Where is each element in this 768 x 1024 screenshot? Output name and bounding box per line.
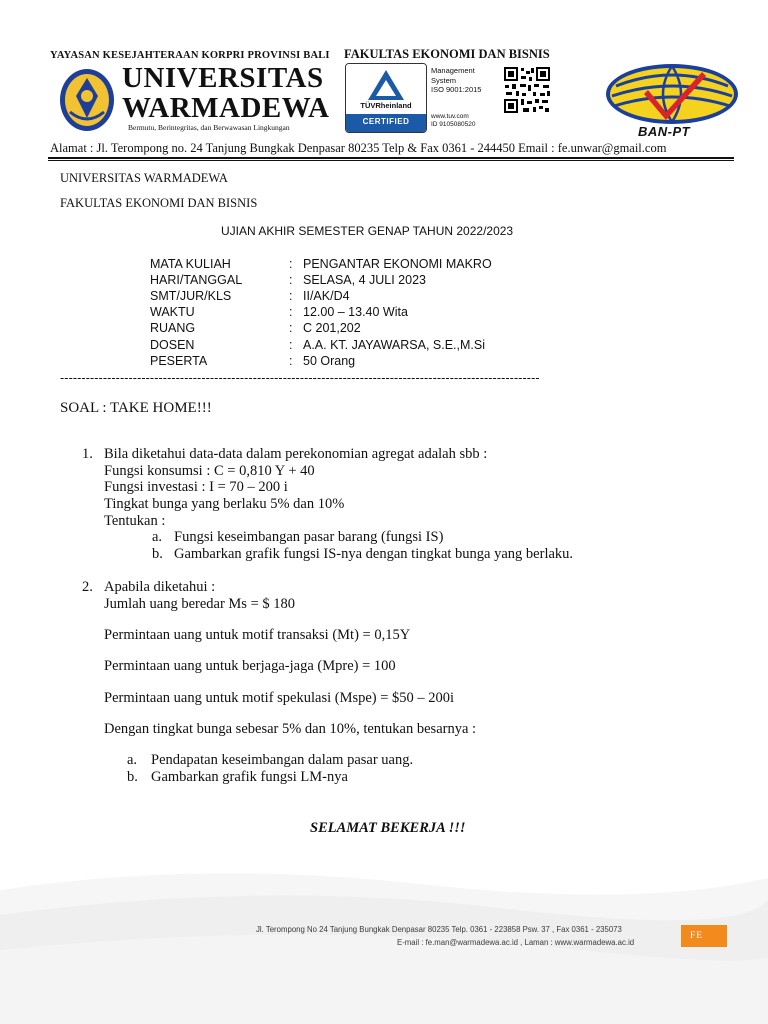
exam-info-colon: :: [289, 354, 293, 368]
qr-code-icon: [503, 66, 551, 114]
question-line: Tentukan :: [104, 513, 166, 529]
exam-title: UJIAN AKHIR SEMESTER GENAP TAHUN 2022/2023: [221, 224, 514, 238]
cert-line2: System: [431, 75, 457, 85]
exam-info-colon: :: [289, 321, 293, 335]
exam-info-value: C 201,202: [303, 321, 361, 335]
exam-info-label: DOSEN: [150, 338, 195, 352]
exam-info-colon: :: [289, 289, 293, 303]
exam-info-colon: :: [289, 257, 293, 271]
question-line: Dengan tingkat bunga sebesar 5% dan 10%, tentukan besarnya :: [104, 721, 477, 737]
question-intro: Bila diketahui data-data dalam perekonomian agregat adalah sbb :: [104, 446, 488, 462]
question-number: 2.: [82, 579, 93, 595]
exam-info-value: SELASA, 4 JULI 2023: [303, 273, 426, 287]
header-divider-thick: [48, 157, 734, 159]
exam-info-colon: :: [289, 273, 293, 287]
faculty-badge: FE: [681, 925, 727, 947]
exam-info-label: SMT/JUR/KLS: [150, 289, 232, 303]
cert-line3: ISO 9001:2015: [431, 85, 482, 94]
sub-item-letter: a.: [127, 752, 138, 768]
exam-info-label: WAKTU: [150, 305, 195, 319]
doc-faculty-name: FAKULTAS EKONOMI DAN BISNIS: [60, 196, 258, 210]
question-line: Fungsi investasi : I = 70 – 200 i: [104, 479, 288, 495]
foundation-name: YAYASAN KESEJAHTERAAN KORPRI PROVINSI BALI: [50, 50, 330, 61]
sub-item-letter: a.: [152, 529, 163, 545]
doc-university-name: UNIVERSITAS WARMADEWA: [60, 171, 228, 185]
question-line: Jumlah uang beredar Ms = $ 180: [104, 596, 295, 612]
sub-item-text: Gambarkan grafik fungsi LM-nya: [151, 769, 348, 785]
exam-info-value: A.A. KT. JAYAWARSA, S.E.,M.Si: [303, 338, 485, 352]
exam-info-label: HARI/TANGGAL: [150, 273, 243, 287]
exam-info-label: RUANG: [150, 321, 196, 335]
question-line: Permintaan uang untuk berjaga-jaga (Mpre) = 100: [104, 658, 396, 674]
university-emblem-icon: [58, 66, 116, 134]
cert-line1: Management: [431, 66, 475, 75]
sub-item-letter: b.: [127, 769, 138, 785]
footer-contact: E-mail : fe.man@warmadewa.ac.id , Laman : www.warmadewa.ac.id: [397, 938, 635, 947]
letterhead-address: Alamat : Jl. Terompong no. 24 Tanjung Bungkak Denpasar 80235 Telp & Fax 0361 - 244450 Email : fe.unwar@gmail.com: [50, 141, 667, 155]
ban-pt-label: BAN-PT: [638, 124, 691, 139]
question-line: Fungsi konsumsi : C = 0,810 Y + 40: [104, 463, 315, 479]
closing-message: SELAMAT BEKERJA !!!: [310, 820, 466, 836]
sub-item-text: Fungsi keseimbangan pasar barang (fungsi IS): [174, 529, 444, 545]
sub-item-text: Gambarkan grafik fungsi IS-nya dengan tingkat bunga yang berlaku.: [174, 546, 574, 562]
exam-info-colon: :: [289, 338, 293, 352]
exam-info-label: MATA KULIAH: [150, 257, 231, 271]
exam-info-colon: :: [289, 305, 293, 319]
footer-wave-decoration: [0, 860, 768, 1024]
soal-title: SOAL : TAKE HOME!!!: [60, 400, 212, 416]
faculty-header: FAKULTAS EKONOMI DAN BISNIS: [344, 47, 550, 61]
university-motto: Bermutu, Berintegritas, dan Berwawasan Lingkungan: [128, 123, 290, 132]
cert-id: ID 9105080520: [431, 120, 476, 128]
footer-address: Jl. Terompong No 24 Tanjung Bungkak Denpasar 80235 Telp. 0361 - 223858 Psw. 37 , Fax 0361 - 235073: [256, 925, 622, 934]
university-name-line1: UNIVERSITAS: [122, 62, 324, 94]
exam-info-value: 12.00 – 13.40 Wita: [303, 305, 408, 319]
exam-info-value: PENGANTAR EKONOMI MAKRO: [303, 257, 492, 271]
question-number: 1.: [82, 446, 93, 462]
header-divider-thin: [48, 160, 734, 161]
dashed-separator: ----------------------------------------------------------------------------------------------------------------: [60, 371, 540, 385]
question-intro: Apabila diketahui :: [104, 579, 216, 595]
cert-website: www.tuv.com: [431, 113, 469, 120]
certification-id-info: [431, 113, 475, 128]
question-line: Permintaan uang untuk motif spekulasi (Mspe) = $50 – 200i: [104, 690, 455, 706]
question-line: Tingkat bunga yang berlaku 5% dan 10%: [104, 496, 345, 512]
sub-item-letter: b.: [152, 546, 163, 562]
exam-info-value: 50 Orang: [303, 354, 356, 368]
university-name-line2: WARMADEWA: [122, 92, 330, 124]
exam-info-value: II/AK/D4: [303, 289, 350, 303]
certification-info: [431, 66, 481, 95]
exam-info-label: PESERTA: [150, 354, 208, 368]
sub-item-text: Pendapatan keseimbangan dalam pasar uang.: [151, 752, 414, 768]
question-line: Permintaan uang untuk motif transaksi (Mt) = 0,15Y: [104, 627, 411, 643]
tuv-certified-label: CERTIFIED: [362, 117, 410, 126]
tuv-brand: TÜVRheinland: [360, 101, 412, 110]
tuv-certification-logo: [345, 63, 427, 133]
